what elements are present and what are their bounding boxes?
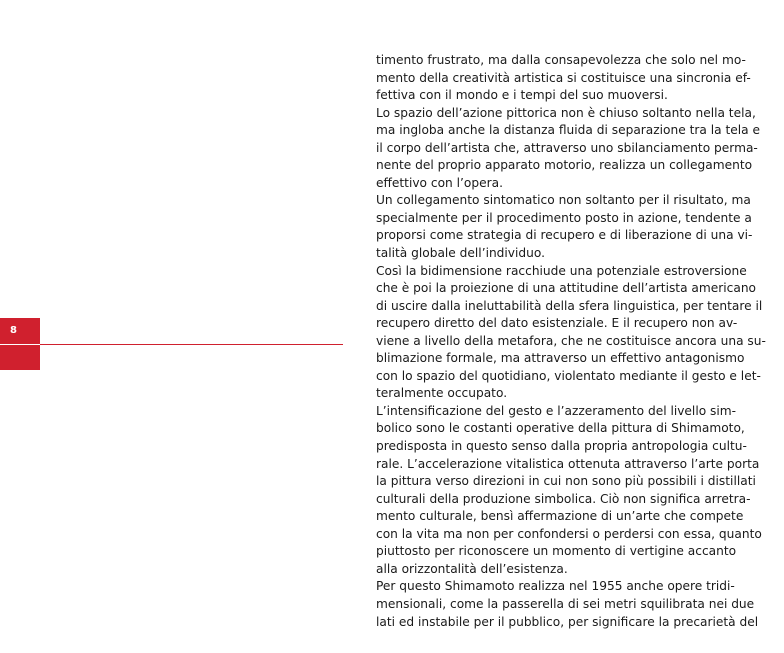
text-line: fettiva con il mondo e i tempi del suo muoversi.: [376, 88, 668, 103]
text-line: che è poi la proiezione di una attitudine dell’artista americano: [376, 281, 757, 296]
text-line: bolico sono le costanti operative della pittura di Shimamoto,: [376, 421, 745, 436]
text-line: nente del proprio apparato motorio, realizza un collegamento: [376, 158, 753, 173]
text-line: Per questo Shimamoto realizza nel 1955 anche opere tridi-: [376, 579, 735, 594]
page-rule-gap: [0, 344, 40, 345]
text-line: L’intensificazione del gesto e l’azzeramento del livello sim-: [376, 403, 737, 418]
text-line: piuttosto per riconoscere un momento di vertigine accanto: [376, 544, 737, 559]
text-line: ma ingloba anche la distanza fluida di separazione tra la tela e: [376, 123, 760, 138]
text-line: specialmente per il procedimento posto in azione, tendente a: [376, 210, 752, 225]
text-line: timento frustrato, ma dalla consapevolezza che solo nel mo-: [376, 53, 746, 67]
text-line: predisposta in questo senso dalla propria antropologia cultu-: [376, 439, 747, 454]
text-line: proporsi come strategia di recupero e di liberazione di una vi-: [376, 228, 753, 243]
text-line: alla orizzontalità dell’esistenza.: [376, 561, 568, 576]
page-number: 8: [10, 325, 17, 336]
text-line: mento culturale, bensì affermazione di un’arte che compete: [376, 509, 744, 524]
text-line: talità globale dell’individuo.: [376, 246, 545, 261]
text-line: Un collegamento sintomatico non soltanto per il risultato, ma: [376, 193, 751, 208]
text-line: effettivo con l’opera.: [376, 175, 503, 190]
text-line: recupero diretto del dato esistenziale. E il recupero non av-: [376, 316, 738, 331]
text-line: il corpo dell’artista che, attraverso uno sbilanciamento perma-: [376, 140, 758, 155]
page-rule-line: [0, 344, 343, 345]
text-line: blimazione formale, ma attraverso un effettivo antagonismo: [376, 351, 745, 366]
text-line: di uscire dalla ineluttabilità della sfera linguistica, per tentare il: [376, 298, 763, 313]
text-line: lati ed instabile per il pubblico, per significare la precarietà del: [376, 614, 759, 629]
text-line: viene a livello della metafora, che ne costituisce ancora una su-: [376, 333, 766, 348]
text-line: con la vita ma non per confondersi o perdersi con essa, quanto: [376, 526, 762, 541]
text-line: mento della creatività artistica si costituisce una sincronia ef-: [376, 70, 751, 85]
text-line: Lo spazio dell’azione pittorica non è chiuso soltanto nella tela,: [376, 105, 756, 120]
text-line: Così la bidimensione racchiude una potenziale estroversione: [376, 263, 747, 278]
text-line: con lo spazio del quotidiano, violentato mediante il gesto e let-: [376, 368, 761, 383]
text-line: la pittura verso direzioni in cui non sono più possibili i distillati: [376, 474, 756, 489]
body-text: [376, 52, 766, 631]
text-line: mensionali, come la passerella di sei metri squilibrata nei due: [376, 596, 755, 611]
text-line: teralmente occupato.: [376, 386, 508, 401]
text-line: rale. L’accelerazione vitalistica ottenuta attraverso l’arte porta: [376, 456, 760, 471]
text-line: culturali della produzione simbolica. Ciò non significa arretra-: [376, 491, 751, 506]
